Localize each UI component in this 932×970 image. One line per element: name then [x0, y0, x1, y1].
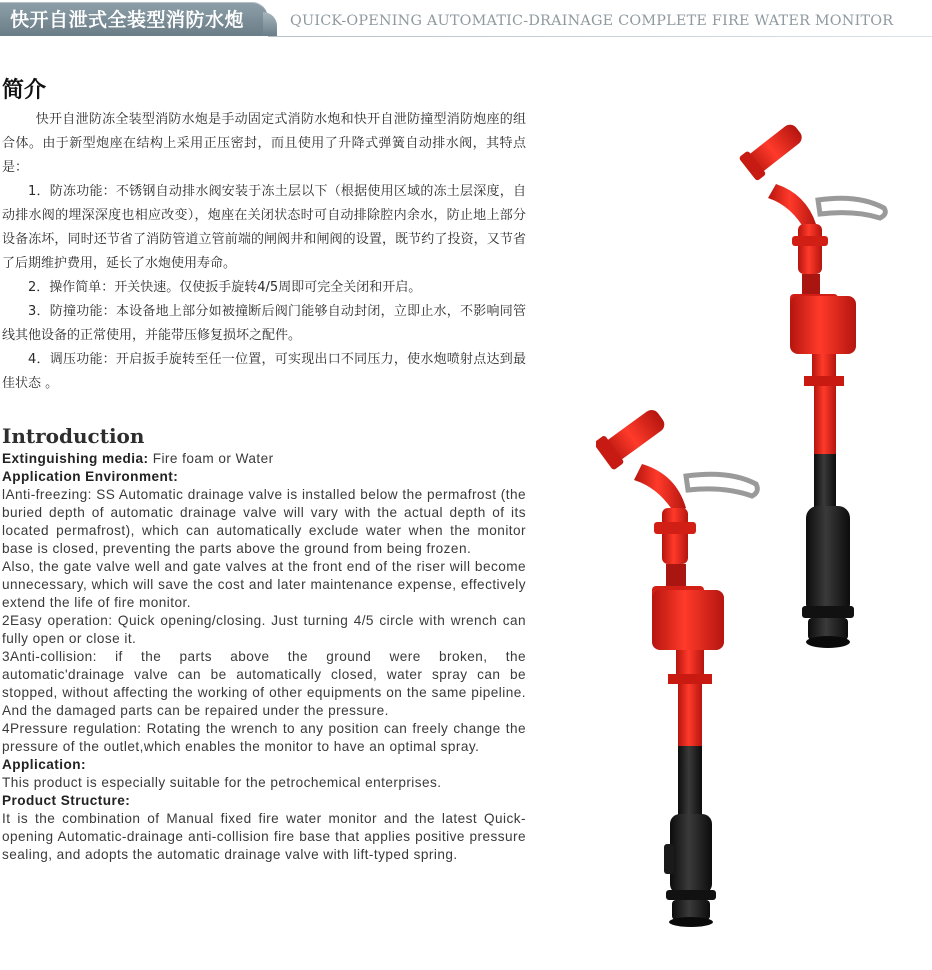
header-title-en: QUICK-OPENING AUTOMATIC-DRAINAGE COMPLETE FIRE WATER MONITOR: [290, 13, 894, 29]
intro-en-paragraph: 4Pressure regulation: Rotating the wrench to any position can freely change the pressure of the outlet,which enables the monitor to have an optimal spray.: [2, 721, 526, 754]
intro-cn-paragraph: 3．防撞功能：本设备地上部分如被撞断后阀门能够自动封闭，立即止水，不影响同管线其他设备的正常使用，并能带压修复损坏之配件。: [2, 304, 526, 343]
intro-cn-body: [2, 108, 526, 396]
application-label: Application:: [2, 757, 86, 772]
header-title-cn: 快开自泄式全装型消防水炮: [10, 9, 245, 31]
structure-label: Product Structure:: [2, 793, 131, 808]
intro-en-paragraph: lAnti-freezing: SS Automatic drainage valve is installed below the permafrost (the buried depth of automatic drainage valve will vary with the actual depth of its located permafrost), which can automatically exclude water when the monitor base is closed, preventing the parts above the ground from being frozen.: [2, 487, 526, 556]
application-text: This product is especially suitable for the petrochemical enterprises.: [2, 775, 442, 790]
intro-cn-heading: 简介: [2, 77, 47, 103]
fire-water-monitor-photo: [596, 124, 906, 928]
header-tab: [0, 2, 268, 36]
intro-cn-section: [2, 76, 526, 396]
media-value: Fire foam or Water: [148, 451, 274, 466]
intro-cn-paragraph: 4．调压功能：开启扳手旋转至任一位置，可实现出口不同压力，使水炮喷射点达到最佳状态 。: [2, 352, 526, 391]
intro-cn-paragraph: 快开自泄防冻全装型消防水炮是手动固定式消防水炮和快开自泄防撞型消防炮座的组合体。由于新型炮座在结构上采用正压密封，而且使用了升降式弹簧自动排水阀，其特点是：: [2, 112, 526, 175]
rear-monitor: [738, 124, 885, 648]
intro-cn-paragraph: 2．操作简单：开关快速。仅使扳手旋转4/5周即可完全关闭和开启。: [28, 280, 422, 295]
intro-en-heading: Introduction: [2, 424, 145, 448]
structure-text: It is the combination of Manual fixed fire water monitor and the latest Quick-opening Automatic-drainage anti-collision fire base that applies positive pressure sealing, and adopts the automatic drainage valve with lift-typed spring.: [2, 811, 526, 862]
intro-en-paragraph: 3Anti-collision: if the parts above the ground were broken, the automatic'drainage valve can be automatically closed, water spray can be stopped, without affecting the working of other equipments on the same pipeline. And the damaged parts can be repaired under the pressure.: [2, 649, 526, 718]
intro-en-paragraph: Also, the gate valve well and gate valves at the front end of the riser will become unnecessary, which will save the cost and later maintenance expense, effectively extend the life of fire monitor.: [2, 559, 526, 610]
fire-water-monitor-illustration: [596, 124, 906, 928]
intro-cn-paragraph: 1．防冻功能：不锈钢自动排水阀安装于冻土层以下（根据使用区域的冻土层深度，自动排水阀的埋深深度也相应改变），炮座在关闭状态时可自动排除腔内余水，防止地上部分设备冻坏，同时还节省了消防管道立管前端的闸阀井和闸阀的设置，既节约了投资，又节省了后期维护费用，延长了水炮使用寿命。: [2, 184, 526, 271]
header-divider: [268, 36, 932, 37]
header-bar: [0, 0, 932, 48]
media-line: [2, 450, 526, 468]
env-label: Application Environment:: [2, 469, 179, 484]
intro-en-paragraph: 2Easy operation: Quick opening/closing. Just turning 4/5 circle with wrench can fully open or close it.: [2, 613, 526, 646]
intro-en-section: [2, 424, 526, 864]
media-label: Extinguishing media:: [2, 451, 149, 466]
intro-en-body: [2, 450, 526, 864]
front-monitor: [596, 402, 757, 927]
